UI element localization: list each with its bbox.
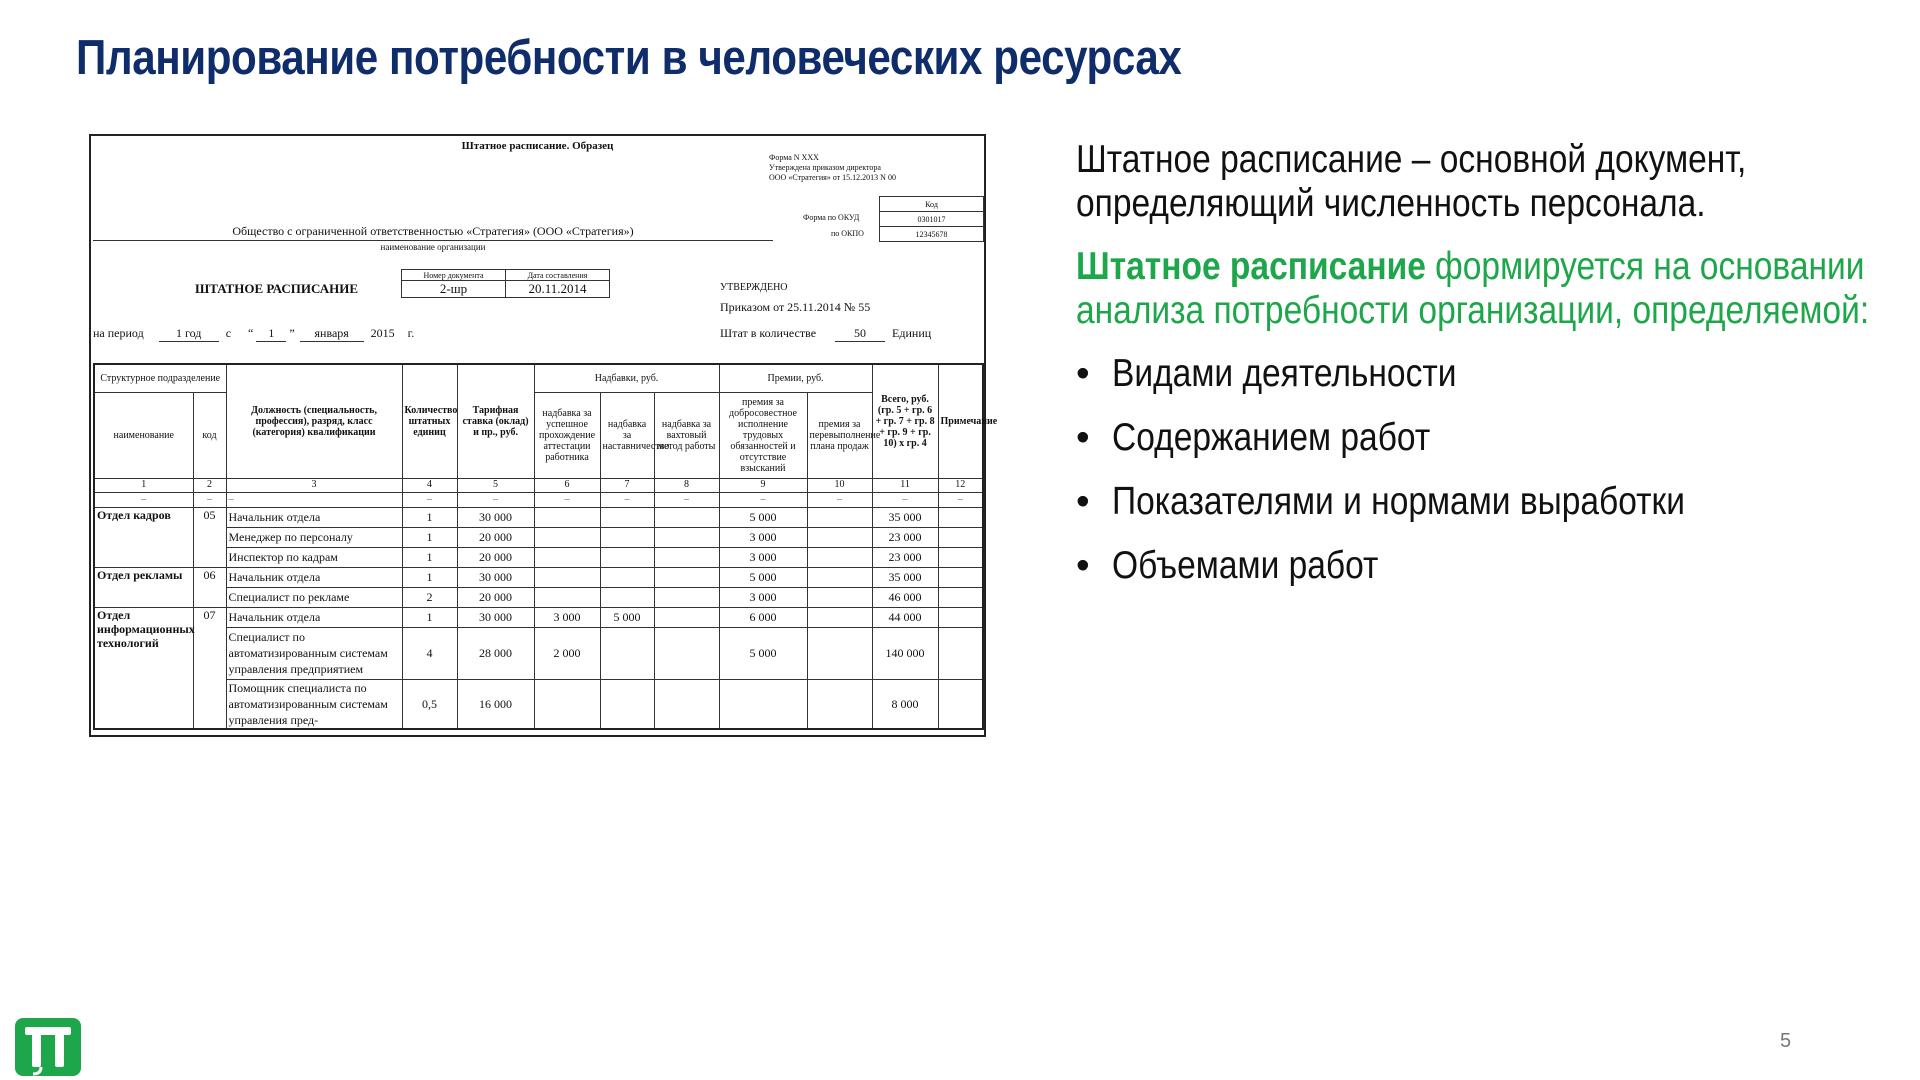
position-cell: Менеджер по персоналу	[226, 527, 402, 547]
dept-name: Отдел кадров	[94, 507, 193, 567]
position-cell: Специалист по автоматизированным системам управления предприятием	[226, 627, 402, 679]
allowance-2-cell	[600, 567, 654, 587]
total-cell: 140 000	[872, 627, 938, 679]
period-label: на период	[93, 326, 144, 340]
okud-value: 0301017	[880, 212, 984, 227]
month-value: января	[300, 326, 364, 342]
page-number: 5	[1780, 1030, 1792, 1052]
header-dept-group: Структурное подразделение	[94, 364, 226, 392]
col-number: 3	[226, 478, 402, 492]
total-cell: 23 000	[872, 547, 938, 567]
bonus-1-cell: 6 000	[719, 607, 807, 627]
docno-header: Номер документа	[402, 270, 506, 281]
table-row	[94, 527, 983, 547]
okpo-value: 12345678	[880, 227, 984, 242]
bonus-1-cell	[719, 679, 807, 729]
allowance-3-cell	[654, 607, 719, 627]
dept-code: 05	[193, 507, 226, 567]
bullet-text: Объемами работ	[1112, 544, 1379, 587]
note-cell	[938, 607, 983, 627]
header-bonuses: Премии, руб.	[719, 364, 872, 392]
allowance-1-cell	[534, 587, 600, 607]
header-dept-code: код	[193, 392, 226, 478]
bullet-text: Видами деятельности	[1112, 352, 1457, 395]
allowance-3-cell	[654, 627, 719, 679]
dash-cell: –	[807, 492, 872, 507]
col-number: 10	[807, 478, 872, 492]
staff-label: Штат в количестве	[720, 326, 817, 340]
allowance-1-cell	[534, 679, 600, 729]
bullet-list	[1076, 352, 1876, 608]
allowance-1-cell	[534, 567, 600, 587]
col-number: 6	[534, 478, 600, 492]
docno-value: 2-шр	[402, 281, 506, 298]
rate-cell: 30 000	[457, 507, 534, 527]
rate-cell: 20 000	[457, 587, 534, 607]
count-cell: 1	[402, 567, 457, 587]
allowance-2-cell	[600, 547, 654, 567]
allowance-2-cell: 5 000	[600, 607, 654, 627]
year-suffix: г.	[407, 326, 415, 340]
bonus-1-cell: 5 000	[719, 567, 807, 587]
header-dept-name: наименование	[94, 392, 193, 478]
staffing-table	[93, 363, 998, 730]
position-cell: Специалист по рекламе	[226, 587, 402, 607]
dash-cell: –	[193, 492, 226, 507]
bonus-1-cell: 5 000	[719, 507, 807, 527]
org-caption: наименование организации	[380, 242, 486, 252]
table-row	[94, 607, 983, 627]
bonus-2-cell	[807, 527, 872, 547]
allowance-3-cell	[654, 567, 719, 587]
paragraph-2-line-1	[1076, 245, 1865, 289]
column-numbers-row	[94, 478, 983, 492]
total-cell: 23 000	[872, 527, 938, 547]
form-meta-line: Форма N ХХХ	[769, 153, 819, 162]
allowance-1-cell	[534, 527, 600, 547]
emphasis-term: Штатное расписание	[1076, 245, 1426, 288]
dash-cell: –	[94, 492, 193, 507]
staffing-document-image	[89, 134, 998, 737]
code-box	[879, 196, 984, 242]
count-cell: 1	[402, 607, 457, 627]
bonus-1-cell: 3 000	[719, 587, 807, 607]
allowance-1-cell	[534, 507, 600, 527]
paragraph-2-rest: формируется на основании	[1425, 245, 1865, 288]
dept-code: 06	[193, 567, 226, 607]
dash-cell: –	[654, 492, 719, 507]
date-value: 20.11.2014	[506, 281, 610, 298]
allowance-1-cell	[534, 547, 600, 567]
col-number: 12	[938, 478, 983, 492]
allowance-2-cell	[600, 679, 654, 729]
allowance-2-cell	[600, 587, 654, 607]
code-header: Код	[880, 197, 984, 212]
total-cell: 35 000	[872, 567, 938, 587]
header-rate: Тарифная ставка (оклад) и пр., руб.	[457, 364, 534, 478]
period-value: 1 год	[159, 326, 219, 342]
dept-name: Отдел рекламы	[94, 567, 193, 607]
year-value: 2015	[370, 326, 395, 340]
col-number: 8	[654, 478, 719, 492]
schedule-label: ШТАТНОЕ РАСПИСАНИЕ	[195, 281, 359, 296]
dash-cell: –	[872, 492, 938, 507]
position-cell: Помощник специалиста по автоматизированным системам управления пред-	[226, 679, 402, 729]
bullet-icon: •	[1076, 416, 1090, 459]
note-cell	[938, 627, 983, 679]
total-cell: 8 000	[872, 679, 938, 729]
count-cell: 1	[402, 547, 457, 567]
note-cell	[938, 567, 983, 587]
dash-cell: –	[719, 492, 807, 507]
form-meta-line: Утверждена приказом директора	[769, 163, 881, 172]
okpo-label: по ОКПО	[831, 229, 864, 238]
allowance-2-cell	[600, 507, 654, 527]
rate-cell: 20 000	[457, 547, 534, 567]
bullet-icon: •	[1076, 480, 1090, 523]
col-number: 7	[600, 478, 654, 492]
col-number: 2	[193, 478, 226, 492]
header-allowance-3: надбавка за вахтовый метод работы	[654, 392, 719, 478]
col-number: 11	[872, 478, 938, 492]
note-cell	[938, 527, 983, 547]
dash-cell: –	[226, 492, 402, 507]
col-number: 5	[457, 478, 534, 492]
note-cell	[938, 587, 983, 607]
position-cell: Начальник отдела	[226, 567, 402, 587]
bonus-1-cell: 5 000	[719, 627, 807, 679]
paragraph-1-line-1: Штатное расписание – основной документ,	[1076, 138, 1747, 181]
slide-title: Планирование потребности в человеческих ресурсах	[76, 31, 1182, 85]
period-line	[93, 326, 414, 342]
total-cell: 44 000	[872, 607, 938, 627]
note-cell	[938, 547, 983, 567]
bullet-text: Содержанием работ	[1112, 416, 1431, 459]
header-position: Должность (специальность, профессия), разряд, класс (категория) квалификации	[226, 364, 402, 478]
bullet-text: Показателями и нормами выработки	[1112, 480, 1685, 523]
staff-value: 50	[835, 326, 885, 342]
count-cell: 2	[402, 587, 457, 607]
bullet-icon: •	[1076, 352, 1090, 395]
note-cell	[938, 507, 983, 527]
bonus-2-cell	[807, 567, 872, 587]
allowance-1-cell: 3 000	[534, 607, 600, 627]
col-number: 4	[402, 478, 457, 492]
table-row	[94, 507, 983, 527]
form-meta-line: ООО «Стратегия» от 15.12.2013 N 00	[769, 173, 896, 182]
doc-title: Штатное расписание. Образец	[461, 140, 614, 152]
dept-name: Отдел информационных технологий	[94, 607, 193, 729]
order-text: Приказом от 25.11.2014 № 55	[720, 300, 871, 314]
org-name: Общество с ограниченной ответственностью «Стратегия» (ООО «Стратегия»)	[93, 224, 773, 241]
allowance-3-cell	[654, 507, 719, 527]
staff-line	[720, 326, 931, 342]
list-item	[1076, 416, 1876, 480]
header-total: Всего, руб. (гр. 5 + гр. 6 + гр. 7 + гр. 8 + гр. 9 + гр. 10) х гр. 4	[872, 364, 938, 478]
total-cell: 35 000	[872, 507, 938, 527]
position-cell: Начальник отдела	[226, 607, 402, 627]
total-cell: 46 000	[872, 587, 938, 607]
allowance-2-cell	[600, 627, 654, 679]
dash-cell: –	[402, 492, 457, 507]
table-row	[94, 627, 983, 679]
rate-cell: 30 000	[457, 567, 534, 587]
header-allowances: Надбавки, руб.	[534, 364, 719, 392]
bonus-1-cell: 3 000	[719, 527, 807, 547]
table-row	[94, 547, 983, 567]
header-allowance-1: надбавка за успешное прохождение аттестации работника	[534, 392, 600, 478]
col-number: 1	[94, 478, 193, 492]
allowance-2-cell	[600, 527, 654, 547]
quote-open: “	[248, 326, 254, 340]
paragraph-1-line-2: определяющий численность персонала.	[1076, 182, 1706, 225]
bonus-2-cell	[807, 607, 872, 627]
count-cell: 1	[402, 507, 457, 527]
rate-cell: 16 000	[457, 679, 534, 729]
bonus-2-cell	[807, 507, 872, 527]
dash-cell: –	[938, 492, 983, 507]
allowance-1-cell: 2 000	[534, 627, 600, 679]
bonus-2-cell	[807, 679, 872, 729]
col-number: 9	[719, 478, 807, 492]
logo-icon	[15, 1018, 81, 1076]
allowance-3-cell	[654, 547, 719, 567]
allowance-3-cell	[654, 587, 719, 607]
dash-row	[94, 492, 983, 507]
rate-cell: 20 000	[457, 527, 534, 547]
docno-table	[401, 269, 610, 298]
dash-cell: –	[457, 492, 534, 507]
list-item	[1076, 480, 1876, 544]
bullet-icon: •	[1076, 544, 1090, 587]
staff-unit: Единиц	[892, 326, 932, 340]
bonus-2-cell	[807, 587, 872, 607]
note-cell	[938, 679, 983, 729]
dash-cell: –	[600, 492, 654, 507]
date-header: Дата составления	[506, 270, 610, 281]
dept-code: 07	[193, 607, 226, 729]
list-item	[1076, 352, 1876, 416]
rate-cell: 30 000	[457, 607, 534, 627]
count-cell: 4	[402, 627, 457, 679]
position-cell: Начальник отдела	[226, 507, 402, 527]
bonus-2-cell	[807, 627, 872, 679]
form-meta	[769, 153, 896, 183]
bonus-1-cell: 3 000	[719, 547, 807, 567]
allowance-3-cell	[654, 527, 719, 547]
count-cell: 1	[402, 527, 457, 547]
table-row	[94, 587, 983, 607]
paragraph-2-line-2: анализа потребности организации, определяемой:	[1076, 289, 1870, 332]
allowance-3-cell	[654, 679, 719, 729]
header-bonus-2: премия за перевыполнение плана продаж	[807, 392, 872, 478]
header-bonus-1: премия за добросовестное исполнение трудовых обязанностей и отсутствие взысканий	[719, 392, 807, 478]
rate-cell: 28 000	[457, 627, 534, 679]
header-notes: Примечание	[938, 364, 983, 478]
table-row	[94, 679, 983, 729]
dash-cell: –	[534, 492, 600, 507]
okud-label: Форма по ОКУД	[803, 213, 860, 222]
count-cell: 0,5	[402, 679, 457, 729]
table-row	[94, 567, 983, 587]
day-value: 1	[256, 326, 286, 342]
quote-close: ”	[289, 326, 295, 340]
from-label: с	[225, 326, 232, 340]
description-block	[1076, 138, 1876, 608]
position-cell: Инспектор по кадрам	[226, 547, 402, 567]
bonus-2-cell	[807, 547, 872, 567]
header-allowance-2: надбавка за наставничество	[600, 392, 654, 478]
approved-label: УТВЕРЖДЕНО	[720, 282, 788, 293]
header-count: Количество штатных единиц	[402, 364, 457, 478]
list-item	[1076, 544, 1876, 608]
